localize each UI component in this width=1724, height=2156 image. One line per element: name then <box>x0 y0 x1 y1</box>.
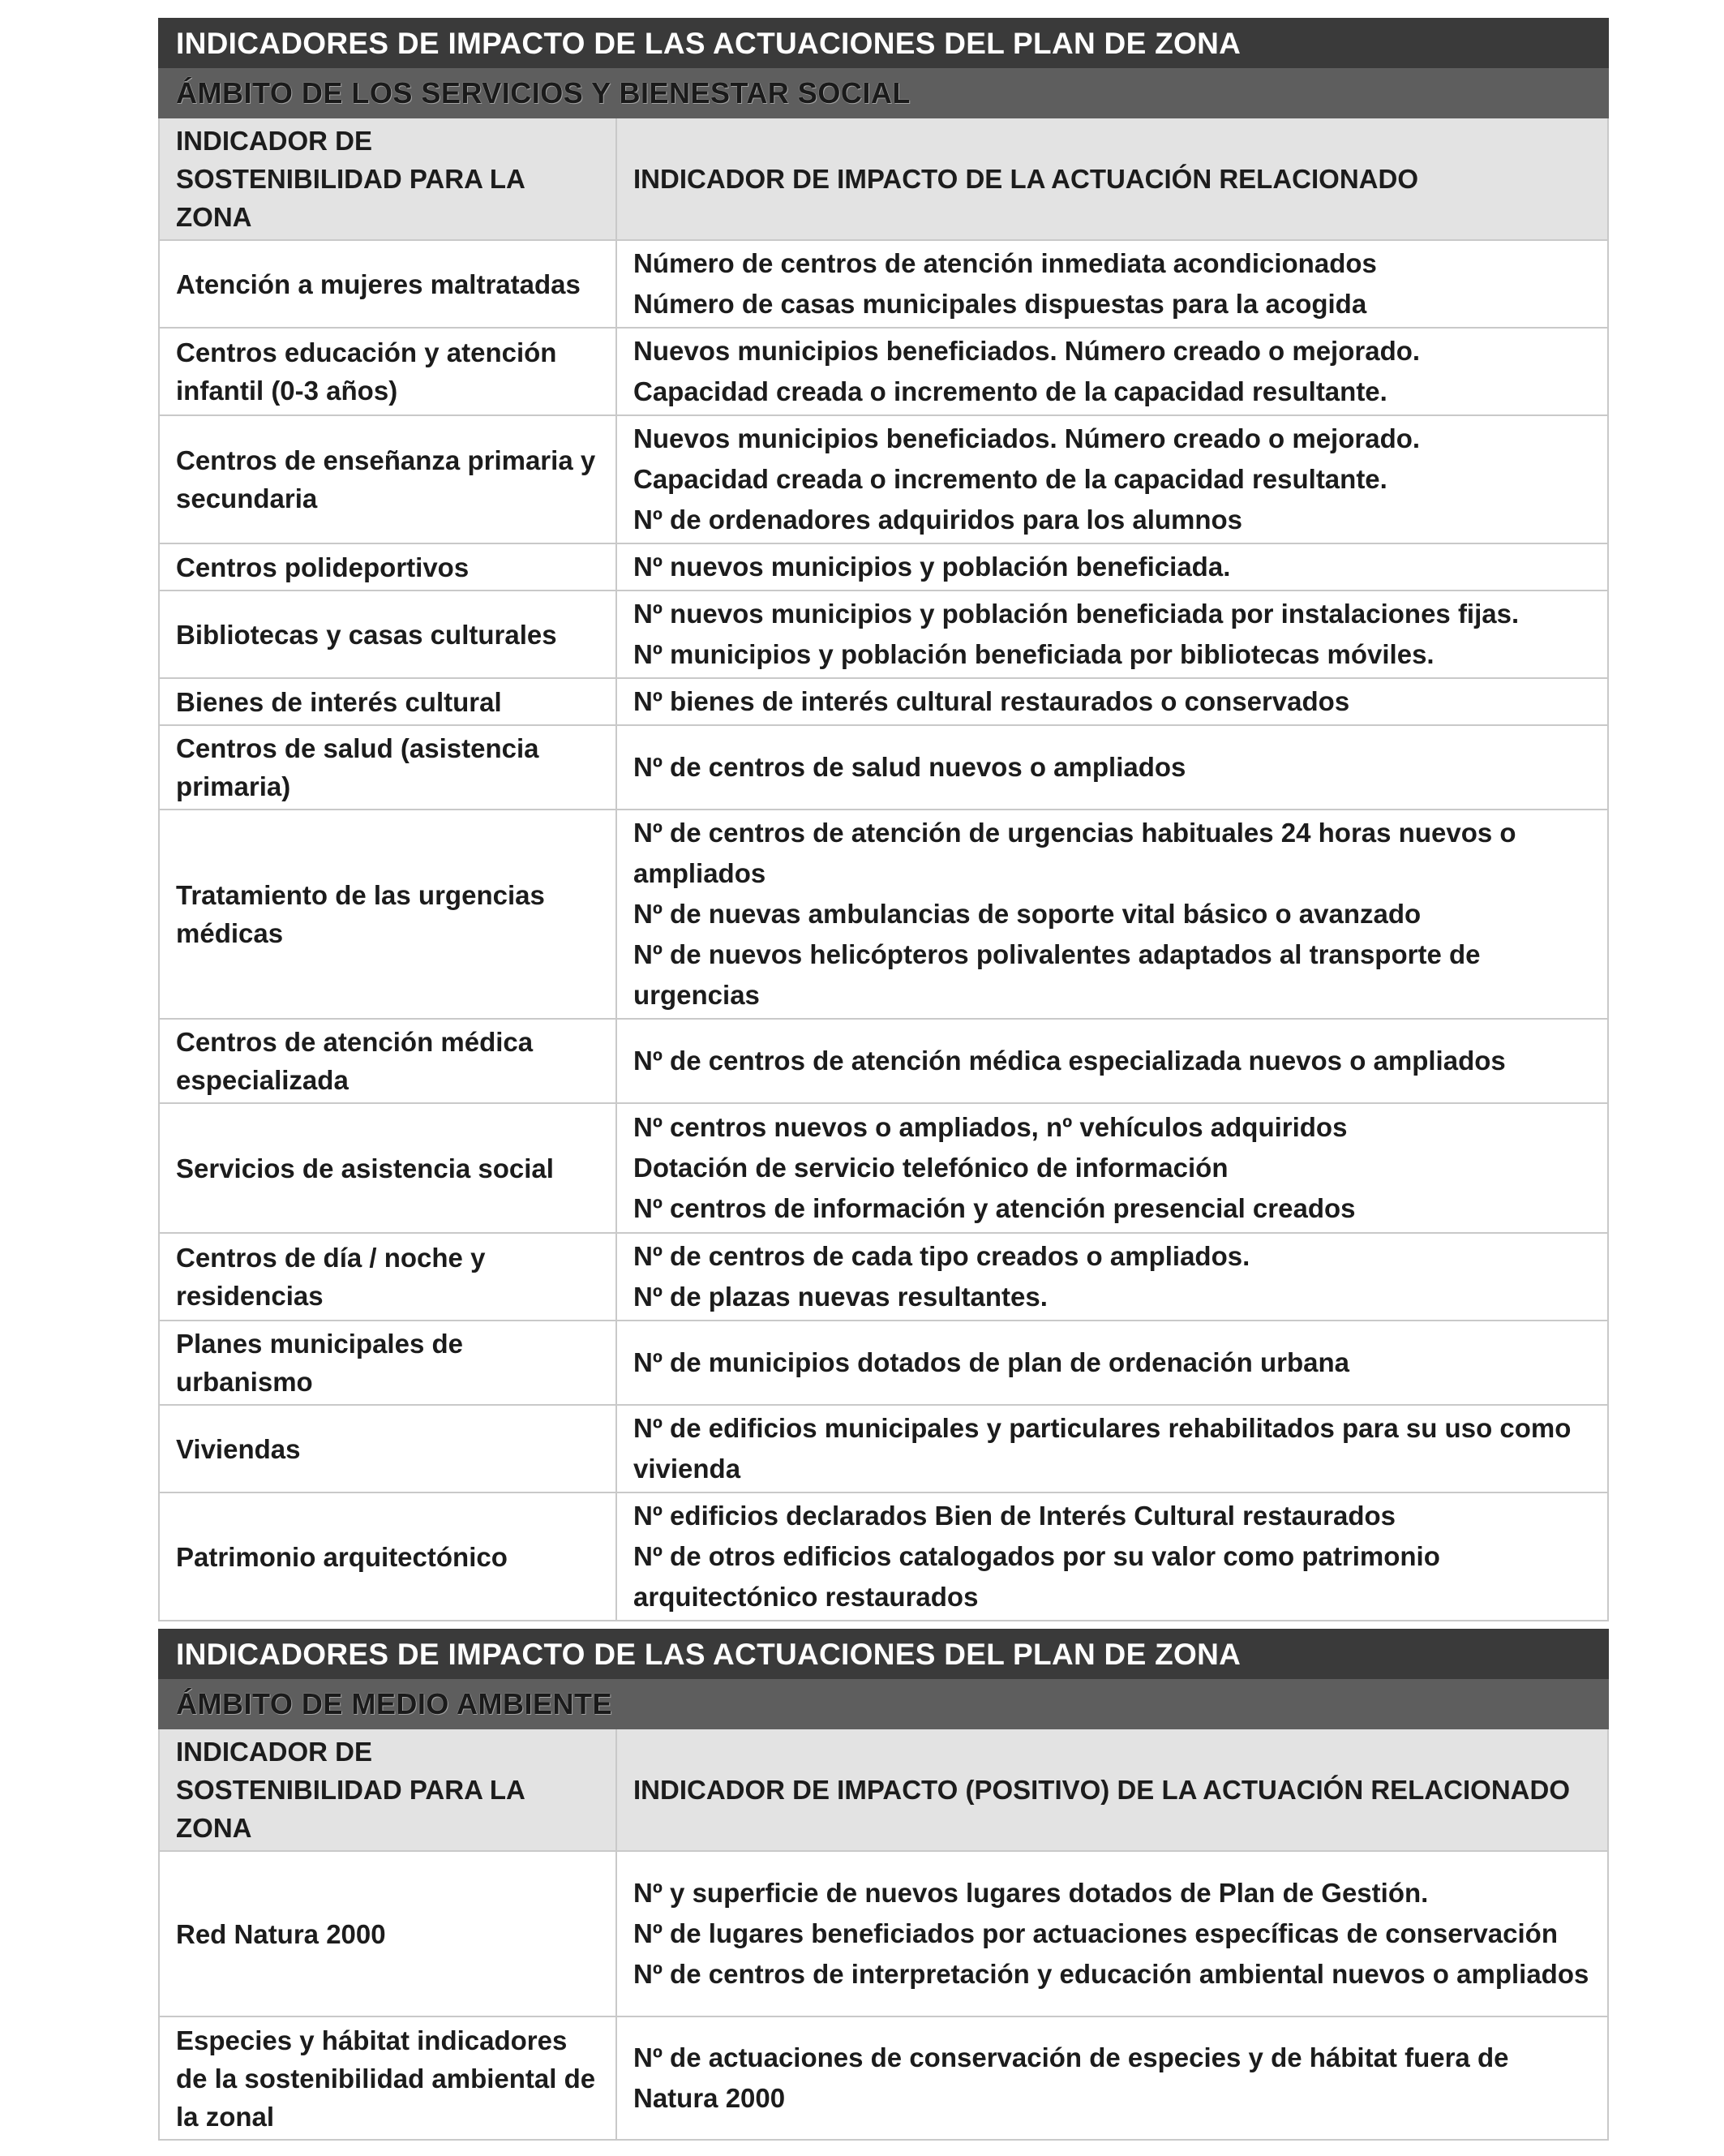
scope-row <box>159 67 1608 118</box>
table-title: INDICADORES DE IMPACTO DE LAS ACTUACIONES DEL PLAN DE ZONA <box>159 1630 1608 1678</box>
impact-line: Nº de municipios dotados de plan de ordenación urbana <box>633 1347 1349 1377</box>
indicator-cell: Centros de día / noche y residencias <box>159 1233 616 1321</box>
impact-line: Nº bienes de interés cultural restaurados o conservados <box>633 686 1350 716</box>
impact-line: Nº de lugares beneficiados por actuaciones específicas de conservación <box>633 1918 1558 1948</box>
impact-line: Nº de ordenadores adquiridos para los alumnos <box>633 505 1243 535</box>
scope-row <box>159 1678 1608 1729</box>
table-row <box>159 240 1608 328</box>
impact-line: Nº de actuaciones de conservación de especies y de hábitat fuera de Natura 2000 <box>633 2042 1509 2113</box>
column-header-impact: INDICADOR DE IMPACTO (POSITIVO) DE LA ACTUACIÓN RELACIONADO <box>616 1729 1608 1851</box>
table-row <box>159 678 1608 725</box>
impact-cell <box>616 810 1608 1019</box>
indicator-cell: Patrimonio arquitectónico <box>159 1492 616 1621</box>
impact-line: Número de casas municipales dispuestas para la acogida <box>633 289 1367 319</box>
indicator-cell: Servicios de asistencia social <box>159 1103 616 1233</box>
impact-cell <box>616 1851 1608 2016</box>
indicator-cell: Viviendas <box>159 1405 616 1492</box>
table-row <box>159 1103 1608 1233</box>
table-row <box>159 1405 1608 1492</box>
impact-line: Nº nuevos municipios y población beneficiada por instalaciones fijas. <box>633 599 1520 629</box>
table-row <box>159 1321 1608 1405</box>
impact-cell <box>616 1103 1608 1233</box>
social-services-indicators-table <box>158 18 1609 1621</box>
indicator-cell: Planes municipales de urbanismo <box>159 1321 616 1405</box>
impact-line: Nº nuevos municipios y población beneficiada. <box>633 552 1231 582</box>
indicator-cell: Centros de atención médica especializada <box>159 1019 616 1103</box>
table-row <box>159 1019 1608 1103</box>
table-title-row <box>159 1630 1608 1678</box>
impact-line: Nº municipios y población beneficiada por bibliotecas móviles. <box>633 639 1435 669</box>
indicator-cell: Atención a mujeres maltratadas <box>159 240 616 328</box>
table-row <box>159 725 1608 810</box>
impact-cell <box>616 1492 1608 1621</box>
table-row <box>159 415 1608 543</box>
impact-cell <box>616 240 1608 328</box>
indicator-cell: Centros de salud (asistencia primaria) <box>159 725 616 810</box>
impact-cell <box>616 415 1608 543</box>
table-row <box>159 1492 1608 1621</box>
impact-cell <box>616 725 1608 810</box>
impact-cell <box>616 1233 1608 1321</box>
impact-cell <box>616 591 1608 678</box>
table-row <box>159 1233 1608 1321</box>
table-row <box>159 1851 1608 2016</box>
impact-line: Nº de nuevas ambulancias de soporte vital básico o avanzado <box>633 899 1422 929</box>
indicator-cell: Centros educación y atención infantil (0-3 años) <box>159 328 616 415</box>
impact-line: Nº y superficie de nuevos lugares dotados de Plan de Gestión. <box>633 1878 1429 1908</box>
impact-line: Nº centros de información y atención presencial creados <box>633 1193 1356 1223</box>
indicator-cell: Tratamiento de las urgencias médicas <box>159 810 616 1019</box>
table-title: INDICADORES DE IMPACTO DE LAS ACTUACIONES DEL PLAN DE ZONA <box>159 19 1608 67</box>
scope-title: ÁMBITO DE MEDIO AMBIENTE <box>159 1678 1608 1729</box>
impact-line: Nº de nuevos helicópteros polivalentes adaptados al transporte de urgencias <box>633 939 1481 1010</box>
impact-cell <box>616 678 1608 725</box>
table-row <box>159 2016 1608 2140</box>
impact-line: Número de centros de atención inmediata acondicionados <box>633 248 1377 278</box>
impact-line: Nº edificios declarados Bien de Interés Cultural restaurados <box>633 1501 1396 1531</box>
impact-line: Capacidad creada o incremento de la capacidad resultante. <box>633 464 1387 494</box>
impact-line: Nº de centros de atención médica especializada nuevos o ampliados <box>633 1046 1506 1076</box>
indicator-cell: Centros de enseñanza primaria y secundaria <box>159 415 616 543</box>
impact-line: Capacidad creada o incremento de la capacidad resultante. <box>633 376 1387 406</box>
indicator-cell: Bibliotecas y casas culturales <box>159 591 616 678</box>
impact-line: Nº de otros edificios catalogados por su valor como patrimonio arquitectónico restaurados <box>633 1541 1440 1612</box>
impact-cell <box>616 1321 1608 1405</box>
impact-line: Nº de plazas nuevas resultantes. <box>633 1282 1048 1312</box>
column-header-row <box>159 118 1608 240</box>
indicator-cell: Red Natura 2000 <box>159 1851 616 2016</box>
impact-line: Nº de centros de interpretación y educación ambiental nuevos o ampliados <box>633 1959 1589 1989</box>
impact-cell <box>616 1019 1608 1103</box>
impact-line: Nº centros nuevos o ampliados, nº vehículos adquiridos <box>633 1112 1348 1142</box>
table-row <box>159 591 1608 678</box>
scope-title: ÁMBITO DE LOS SERVICIOS Y BIENESTAR SOCIAL <box>159 67 1608 118</box>
column-header-row <box>159 1729 1608 1851</box>
impact-line: Nº de centros de atención de urgencias habituales 24 horas nuevos o ampliados <box>633 818 1516 888</box>
table-row <box>159 328 1608 415</box>
column-header-indicator: INDICADOR DE SOSTENIBILIDAD PARA LA ZONA <box>159 118 616 240</box>
impact-cell <box>616 2016 1608 2140</box>
impact-line: Nuevos municipios beneficiados. Número creado o mejorado. <box>633 336 1421 366</box>
impact-cell <box>616 1405 1608 1492</box>
impact-line: Nº de edificios municipales y particulares rehabilitados para su uso como vivienda <box>633 1413 1572 1484</box>
environment-indicators-table <box>158 1629 1609 2141</box>
indicator-cell: Especies y hábitat indicadores de la sostenibilidad ambiental de la zonal <box>159 2016 616 2140</box>
impact-line: Nº de centros de cada tipo creados o ampliados. <box>633 1241 1250 1271</box>
column-header-impact: INDICADOR DE IMPACTO DE LA ACTUACIÓN RELACIONADO <box>616 118 1608 240</box>
impact-line: Nº de centros de salud nuevos o ampliados <box>633 752 1186 782</box>
impact-cell <box>616 328 1608 415</box>
impact-line: Nuevos municipios beneficiados. Número creado o mejorado. <box>633 423 1421 453</box>
table-title-row <box>159 19 1608 67</box>
impact-line: Dotación de servicio telefónico de información <box>633 1153 1229 1183</box>
indicator-cell: Centros polideportivos <box>159 543 616 591</box>
column-header-indicator: INDICADOR DE SOSTENIBILIDAD PARA LA ZONA <box>159 1729 616 1851</box>
indicator-cell: Bienes de interés cultural <box>159 678 616 725</box>
table-row <box>159 810 1608 1019</box>
impact-cell <box>616 543 1608 591</box>
table-row <box>159 543 1608 591</box>
